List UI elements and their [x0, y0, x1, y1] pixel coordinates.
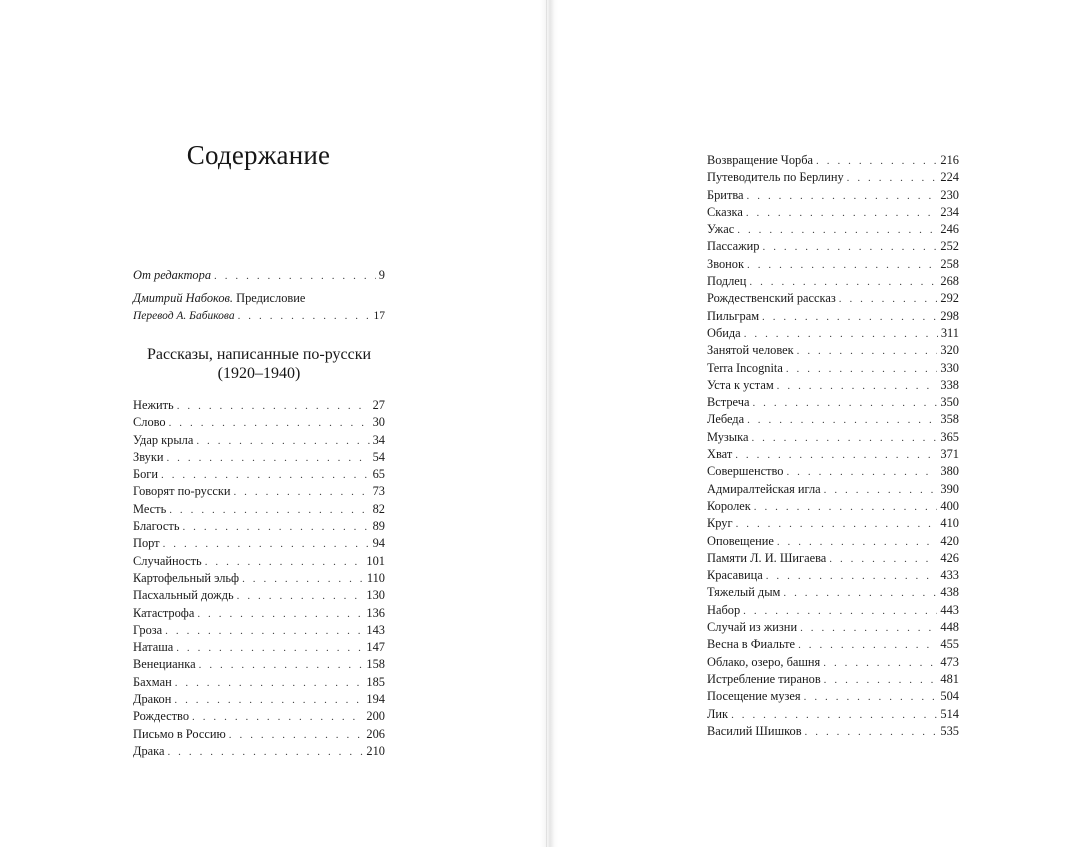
dot-leader [763, 239, 938, 255]
toc-entry[interactable] [707, 187, 959, 204]
toc-entry[interactable] [133, 518, 385, 535]
dot-leader [762, 309, 937, 325]
dot-leader [197, 606, 363, 622]
toc-entry[interactable] [707, 602, 959, 619]
toc-entry-page: 136 [366, 605, 385, 620]
toc-entry[interactable] [707, 308, 959, 325]
toc-entry-title: Памяти Л. И. Шигаева [707, 550, 827, 565]
dot-leader [783, 585, 937, 601]
toc-entry-title: Слово [133, 415, 166, 430]
toc-entry-page: 94 [372, 536, 385, 551]
toc-entry-title: Драка [133, 743, 165, 758]
toc-entry-page: 338 [940, 377, 959, 392]
dot-leader [797, 343, 938, 359]
toc-entry-page: 234 [940, 204, 959, 219]
toc-entry[interactable] [133, 466, 385, 483]
toc-entry-page: 514 [940, 706, 959, 721]
dot-leader [166, 450, 369, 466]
toc-list-left [133, 397, 385, 760]
toc-entry-page: 535 [940, 723, 959, 738]
toc-entry[interactable] [133, 605, 385, 622]
toc-entry-page: 185 [366, 674, 385, 689]
page-title: Содержание [186, 140, 331, 170]
toc-entry-title: Бахман [133, 674, 172, 689]
toc-entry-title: Обида [707, 325, 741, 340]
toc-entry-title: Звуки [133, 449, 164, 464]
toc-entry-page: 400 [940, 498, 959, 513]
toc-entry-title: Бритва [707, 187, 744, 202]
toc-entry[interactable] [707, 688, 959, 705]
toc-entry-page: 292 [940, 291, 959, 306]
dot-leader [747, 257, 937, 273]
toc-entry-page: 320 [940, 343, 959, 358]
toc-entry-editor[interactable] [133, 267, 385, 284]
toc-entry-page: 420 [940, 533, 959, 548]
toc-entry[interactable] [707, 584, 959, 601]
toc-entry[interactable] [707, 342, 959, 359]
toc-entry[interactable] [707, 463, 959, 480]
toc-entry-title: Перевод А. Бабикова [133, 309, 235, 322]
toc-entry-title: Подлец [707, 274, 747, 289]
toc-entry-title: Случай из жизни [707, 620, 798, 635]
toc-entry-preface[interactable] [133, 290, 385, 307]
toc-entry[interactable] [707, 429, 959, 446]
toc-entry[interactable] [707, 169, 959, 186]
dot-leader [786, 361, 938, 377]
toc-entry[interactable] [133, 535, 385, 552]
toc-entry[interactable] [133, 414, 385, 431]
dot-leader [214, 268, 376, 284]
toc-entry-page: 27 [372, 398, 385, 412]
dot-leader [805, 724, 938, 740]
dot-leader [816, 153, 937, 169]
toc-entry-page: 473 [940, 654, 959, 669]
toc-entry-page: 330 [940, 360, 959, 375]
toc-entry-title: Набор [707, 602, 741, 617]
toc-entry-title: Нежить [133, 398, 174, 412]
toc-entry[interactable] [133, 553, 385, 570]
toc-entry[interactable] [133, 639, 385, 656]
toc-entry[interactable] [707, 446, 959, 463]
toc-entry[interactable] [707, 654, 959, 671]
preface-author: Дмитрий Набоков. [133, 291, 234, 306]
toc-entry[interactable] [707, 238, 959, 255]
dot-leader [175, 675, 364, 691]
toc-entry-page: 433 [940, 568, 959, 583]
dot-leader [749, 274, 937, 290]
toc-entry[interactable] [707, 290, 959, 307]
preface-label: Предисловие [233, 291, 306, 306]
dot-leader [174, 692, 363, 708]
dot-leader [192, 709, 363, 725]
dot-leader [731, 707, 937, 723]
toc-entry-title: Василий Шишков [707, 723, 802, 738]
dot-leader [777, 534, 938, 550]
toc-entry-page: 101 [366, 553, 385, 568]
toc-entry[interactable] [707, 550, 959, 567]
toc-entry-page: 455 [940, 637, 959, 652]
toc-entry-page: 390 [940, 481, 959, 496]
toc-entry-title: Гроза [133, 622, 163, 637]
toc-entry-page: 89 [372, 519, 385, 534]
toc-entry-page: 438 [940, 585, 959, 600]
toc-entry[interactable] [133, 622, 385, 639]
toc-entry-title: Возвращение Чорба [707, 153, 814, 167]
toc-entry-page: 158 [366, 657, 385, 672]
toc-entry-title: Занятой человек [707, 343, 794, 358]
toc-entry-page: 358 [940, 412, 959, 427]
dot-leader [233, 484, 369, 500]
toc-entry-title: Рождество [133, 709, 190, 724]
toc-entry-title: Сказка [707, 204, 743, 219]
dot-leader [754, 499, 938, 515]
toc-entry-title: Оповещение [707, 533, 774, 548]
toc-entry-page: 206 [366, 726, 385, 741]
dot-leader [839, 291, 938, 307]
toc-entry-title: Совершенство [707, 464, 784, 479]
toc-entry-title: Красавица [707, 568, 763, 583]
toc-entry-page: 258 [940, 256, 959, 271]
dot-leader [786, 464, 937, 480]
toc-entry-page: 350 [940, 395, 959, 410]
toc-entry[interactable] [133, 743, 385, 760]
dot-leader [804, 689, 938, 705]
toc-entry-title: Облако, озеро, башня [707, 654, 821, 669]
toc-entry-title: Лебеда [707, 412, 745, 427]
toc-entry-page: 410 [940, 516, 959, 531]
toc-entry-title: Наташа [133, 640, 174, 655]
toc-entry-page: 268 [940, 274, 959, 289]
toc-entry-page: 200 [366, 709, 385, 724]
toc-entry-title: Адмиралтейская игла [707, 481, 821, 496]
dot-leader [177, 398, 370, 414]
toc-entry-title: Пильграм [707, 308, 760, 323]
dot-leader [196, 433, 369, 449]
dot-leader [182, 519, 369, 535]
toc-entry[interactable] [707, 671, 959, 688]
toc-entry-page: 147 [366, 640, 385, 655]
toc-entry[interactable] [707, 636, 959, 653]
toc-entry-page: 110 [366, 570, 385, 585]
toc-entry-title: Звонок [707, 256, 745, 271]
dot-leader [747, 188, 938, 204]
toc-list-right [707, 152, 959, 740]
toc-entry-title: Катастрофа [133, 605, 195, 620]
dot-leader [823, 655, 937, 671]
toc-entry-title: Говорят по-русски [133, 484, 231, 499]
toc-entry[interactable] [133, 501, 385, 518]
dot-leader [169, 415, 370, 431]
toc-entry-page: 30 [372, 415, 385, 430]
toc-entry[interactable] [133, 674, 385, 691]
dot-leader [752, 395, 937, 411]
dot-leader [176, 640, 363, 656]
section-heading-years: (1920–1940) [217, 365, 301, 382]
toc-entry[interactable] [707, 325, 959, 342]
dot-leader [229, 727, 364, 743]
dot-leader [199, 657, 364, 673]
toc-entry-title: Круг [707, 516, 733, 531]
toc-entry[interactable] [133, 483, 385, 500]
dot-leader [165, 623, 363, 639]
toc-entry-page: 73 [372, 484, 385, 499]
toc-entry-title: Королек [707, 498, 751, 513]
toc-entry-title: Дракон [133, 692, 172, 707]
dot-leader [824, 482, 938, 498]
toc-entry-title: Порт [133, 536, 160, 551]
dot-leader [751, 430, 937, 446]
gutter-divider [546, 0, 547, 847]
front-matter [133, 267, 385, 325]
toc-entry-title: Боги [133, 467, 159, 482]
toc-entry-title: Случайность [133, 553, 202, 568]
toc-entry-page: 298 [940, 308, 959, 323]
section-heading [133, 345, 385, 383]
toc-entry[interactable] [707, 619, 959, 636]
toc-entry-translation[interactable] [133, 308, 385, 325]
toc-entry[interactable] [133, 432, 385, 449]
toc-entry-title: Пасхальный дождь [133, 588, 234, 603]
toc-entry[interactable] [133, 726, 385, 743]
toc-entry-page: 252 [940, 239, 959, 254]
toc-entry-page: 246 [940, 222, 959, 237]
toc-entry[interactable] [707, 706, 959, 723]
toc-entry-page: 194 [366, 692, 385, 707]
toc-entry-page: 504 [940, 689, 959, 704]
toc-entry[interactable] [133, 708, 385, 725]
toc-entry[interactable] [707, 411, 959, 428]
toc-entry-page: 311 [940, 325, 959, 340]
toc-entry-title: Месть [133, 501, 167, 516]
toc-entry[interactable] [707, 498, 959, 515]
toc-entry-page: 216 [940, 153, 959, 167]
toc-entry-title: Тяжелый дым [707, 585, 781, 600]
toc-entry-page: 9 [378, 268, 385, 282]
dot-leader [163, 536, 370, 552]
dot-leader [824, 672, 938, 688]
toc-entry[interactable] [707, 204, 959, 221]
toc-entry[interactable] [707, 273, 959, 290]
toc-entry-title: Истребление тиранов [707, 671, 821, 686]
toc-entry[interactable] [707, 256, 959, 273]
toc-entry-title: Ужас [707, 222, 735, 237]
toc-entry[interactable] [133, 397, 385, 414]
dot-leader [735, 447, 937, 463]
toc-entry[interactable] [707, 515, 959, 532]
toc-entry-title: Музыка [707, 429, 749, 444]
toc-entry-title: Картофельный эльф [133, 570, 240, 585]
toc-entry-page: 143 [366, 622, 385, 637]
toc-entry-title: Рождественский рассказ [707, 291, 836, 306]
dot-leader [777, 378, 938, 394]
dot-leader [747, 412, 937, 428]
dot-leader [746, 205, 938, 221]
toc-entry[interactable] [133, 691, 385, 708]
dot-leader [800, 620, 937, 636]
toc-entry[interactable] [707, 377, 959, 394]
toc-entry[interactable] [707, 152, 959, 169]
toc-entry-page: 210 [366, 743, 385, 758]
toc-entry-title: Уста к устам [707, 377, 774, 392]
toc-entry-page: 34 [372, 432, 385, 447]
toc-entry[interactable] [707, 723, 959, 740]
toc-entry-page: 130 [366, 588, 385, 603]
toc-entry[interactable] [707, 360, 959, 377]
toc-entry[interactable] [707, 481, 959, 498]
dot-leader [829, 551, 937, 567]
gutter-shadow [540, 0, 558, 847]
dot-leader [744, 326, 938, 342]
toc-entry-title: Весна в Фиальте [707, 637, 796, 652]
dot-leader [205, 554, 364, 570]
toc-entry-title: Удар крыла [133, 432, 194, 447]
toc-entry-page: 365 [940, 429, 959, 444]
dot-leader [237, 588, 364, 604]
toc-entry-page: 426 [940, 550, 959, 565]
toc-entry-title: От редактора [133, 268, 212, 282]
dot-leader [169, 502, 369, 518]
toc-entry-title: Пассажир [707, 239, 760, 254]
toc-entry-title: Посещение музея [707, 689, 801, 704]
toc-entry-page: 230 [940, 187, 959, 202]
toc-entry-page: 17 [373, 309, 385, 322]
toc-entry-title: Благость [133, 519, 180, 534]
dot-leader [736, 516, 938, 532]
dot-leader [167, 744, 363, 760]
toc-entry[interactable] [133, 656, 385, 673]
section-heading-line: Рассказы, написанные по-русски [146, 346, 372, 363]
dot-leader [847, 170, 938, 186]
toc-entry[interactable] [707, 394, 959, 411]
toc-entry[interactable] [133, 449, 385, 466]
toc-entry-page: 54 [372, 449, 385, 464]
toc-entry-page: 224 [940, 170, 959, 185]
toc-entry-page: 371 [940, 447, 959, 462]
toc-entry-title: Письмо в Россию [133, 726, 226, 741]
dot-leader [737, 222, 937, 238]
toc-entry-title: Путеводитель по Берлину [707, 170, 844, 185]
toc-entry[interactable] [707, 567, 959, 584]
toc-entry[interactable] [133, 570, 385, 587]
toc-entry-page: 443 [940, 602, 959, 617]
toc-entry-title: Хват [707, 447, 733, 462]
toc-entry-title: Terra Incognita [707, 360, 783, 375]
dot-leader [766, 568, 938, 584]
toc-entry-page: 380 [940, 464, 959, 479]
toc-entry[interactable] [707, 533, 959, 550]
toc-entry-page: 65 [372, 467, 385, 482]
dot-leader [798, 637, 937, 653]
toc-entry-title: Лик [707, 706, 729, 721]
toc-entry-title: Встреча [707, 395, 750, 410]
dot-leader [743, 603, 937, 619]
dot-leader [161, 467, 370, 483]
toc-entry[interactable] [133, 587, 385, 604]
toc-entry[interactable] [707, 221, 959, 238]
toc-entry-page: 82 [372, 501, 385, 516]
dot-leader [242, 571, 364, 587]
toc-entry-page: 481 [940, 671, 959, 686]
dot-leader [238, 308, 371, 325]
toc-entry-title: Венецианка [133, 657, 196, 672]
toc-entry-page: 448 [940, 620, 959, 635]
